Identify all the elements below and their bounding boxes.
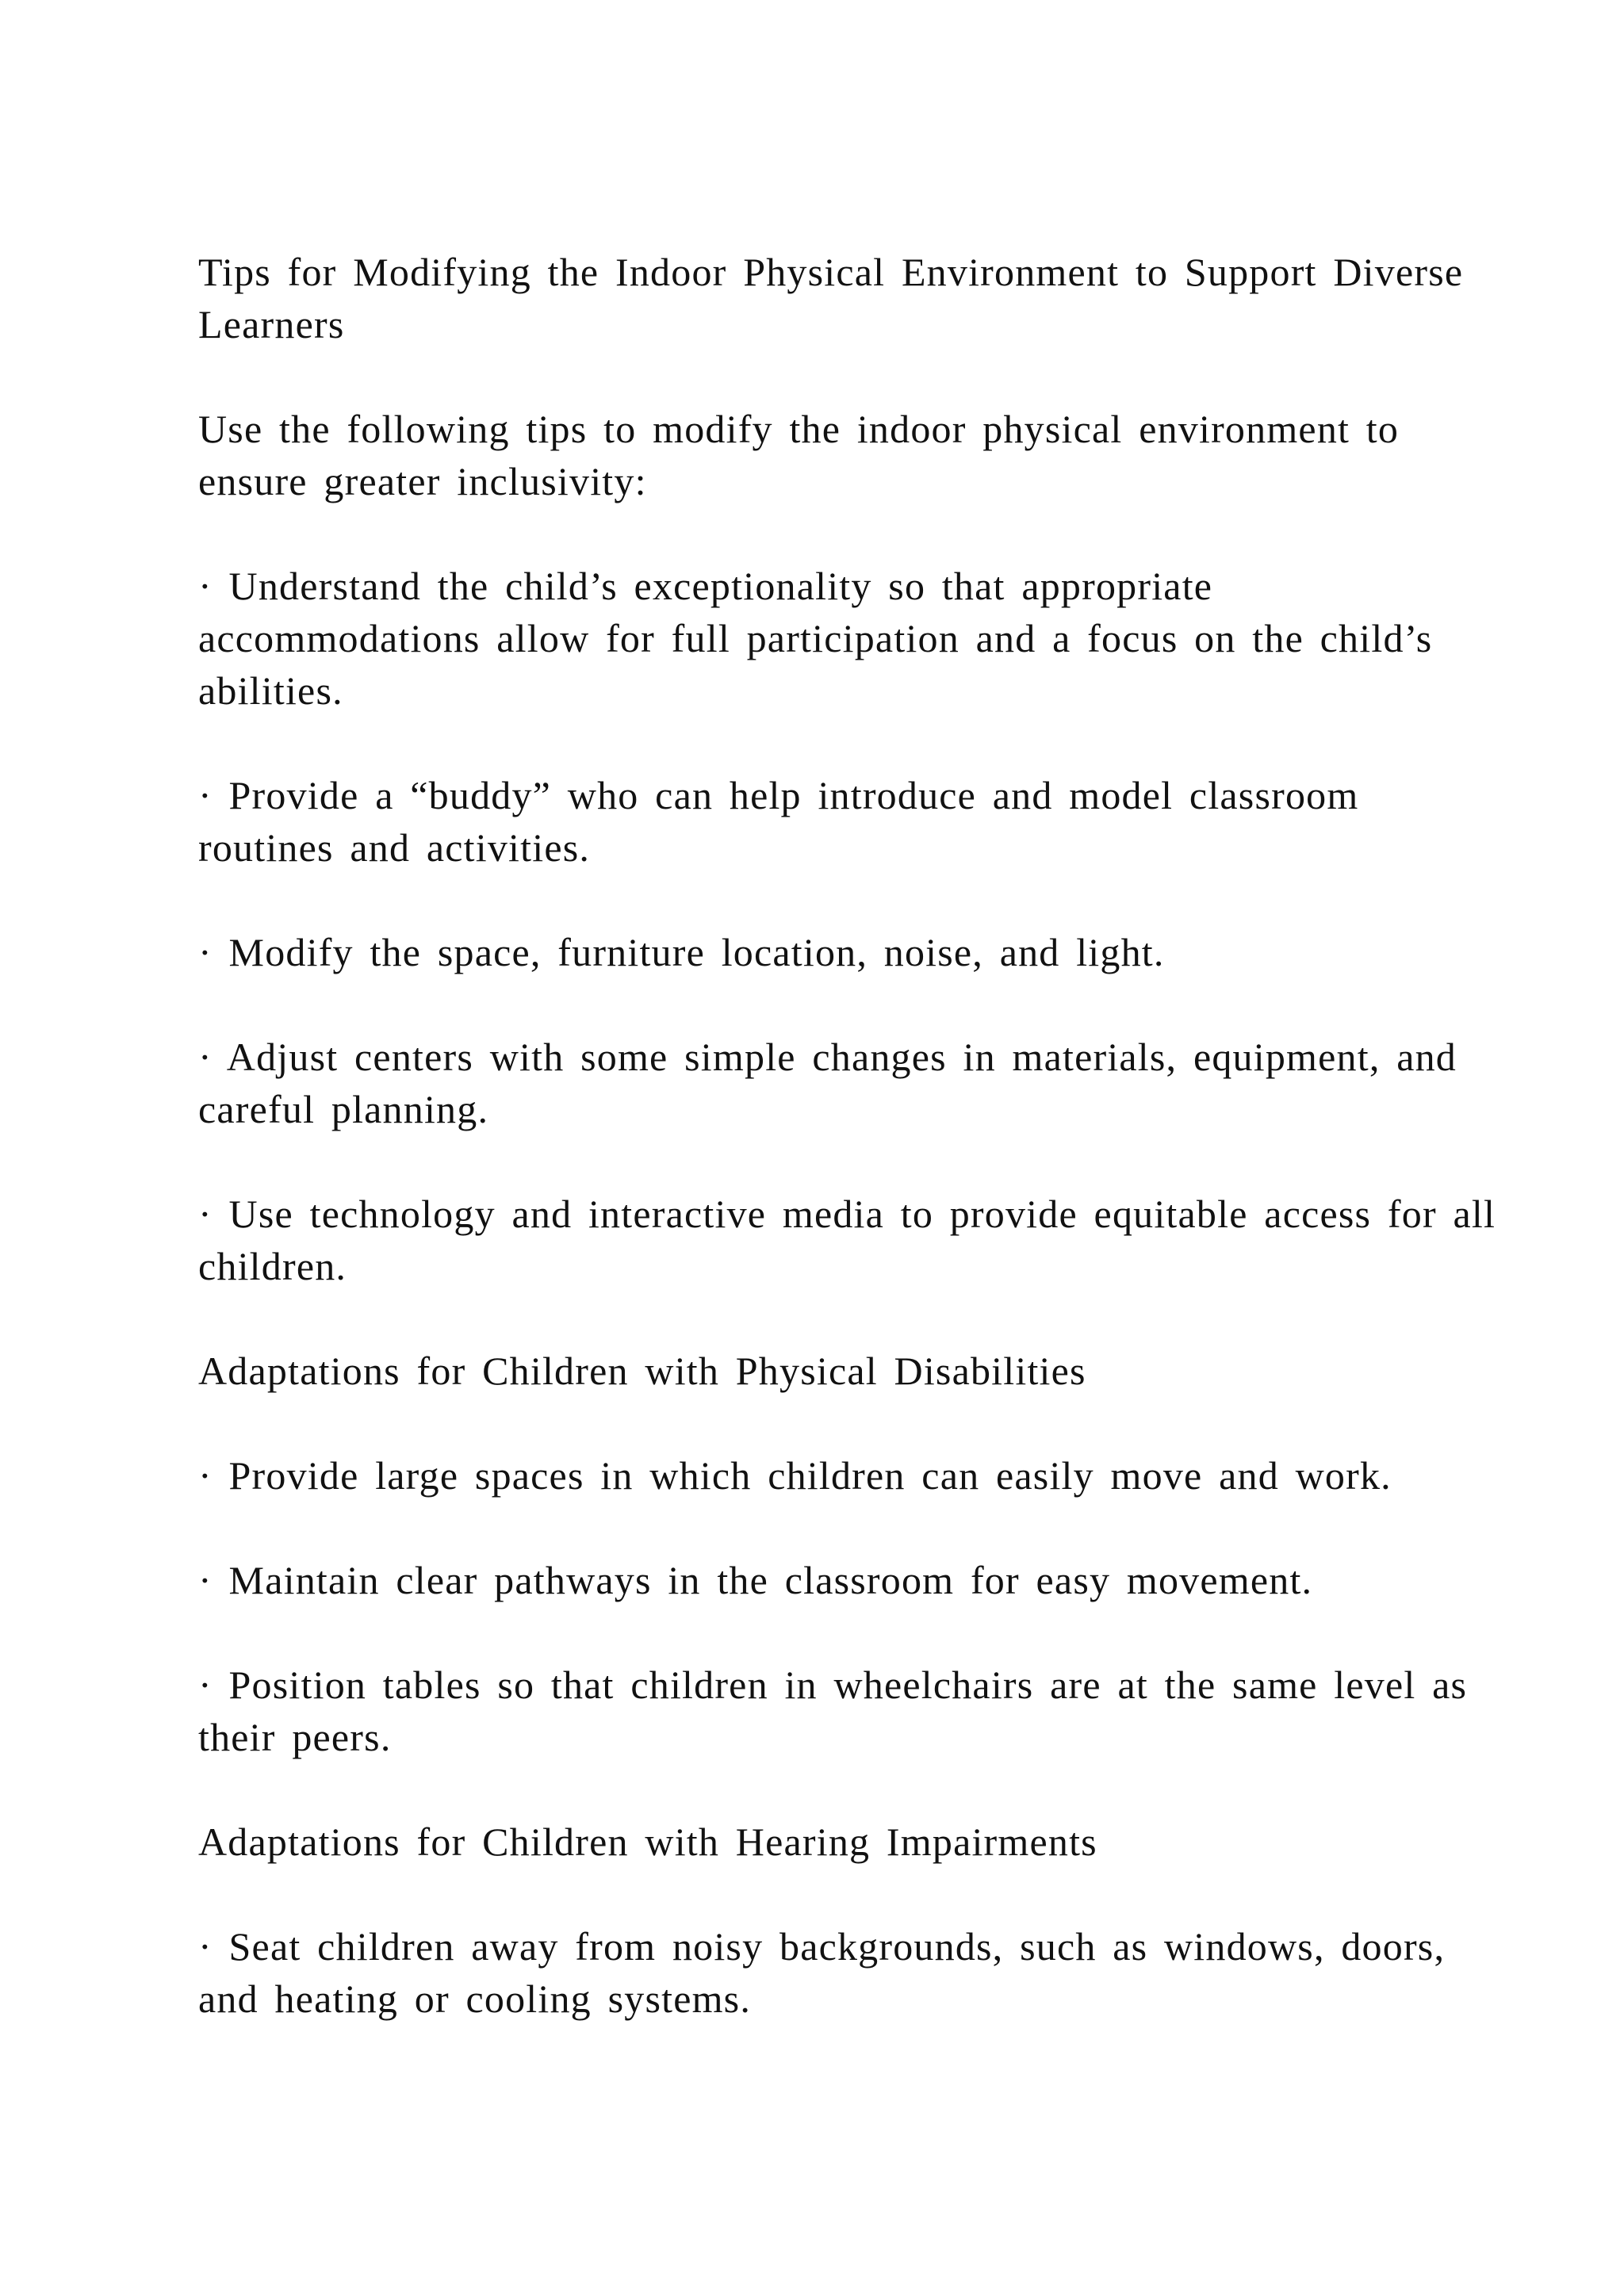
- tip-item: · Understand the child’s exceptionality so that appropriate accommodations allow for full participation and a focus on the child’s abilities.: [198, 564, 1433, 713]
- physical-item: · Provide large spaces in which children can easily move and work.: [198, 1453, 1392, 1498]
- tip-item: · Provide a “buddy” who can help introduce and model classroom routines and activities.: [198, 773, 1359, 870]
- physical-item: · Position tables so that children in wheelchairs are at the same level as their peers.: [198, 1663, 1468, 1759]
- physical-item: · Maintain clear pathways in the classroom for easy movement.: [198, 1558, 1313, 1602]
- intro-paragraph: Use the following tips to modify the indoor physical environment to ensure greater inclusivity:: [198, 407, 1400, 503]
- tip-item: · Modify the space, furniture location, noise, and light.: [198, 930, 1165, 974]
- document-title: Tips for Modifying the Indoor Physical Environment to Support Diverse Learners: [198, 250, 1464, 346]
- hearing-item: · Seat children away from noisy backgrounds, such as windows, doors, and heating or cooling systems.: [198, 1924, 1446, 2021]
- physical-disabilities-heading: Adaptations for Children with Physical Disabilities: [198, 1349, 1086, 1393]
- tip-item: · Adjust centers with some simple changes in materials, equipment, and careful planning.: [198, 1035, 1457, 1131]
- hearing-impairments-heading: Adaptations for Children with Hearing Impairments: [198, 1820, 1097, 1864]
- document-body: [198, 246, 1507, 2025]
- tip-item: · Use technology and interactive media to provide equitable access for all children.: [198, 1192, 1496, 1288]
